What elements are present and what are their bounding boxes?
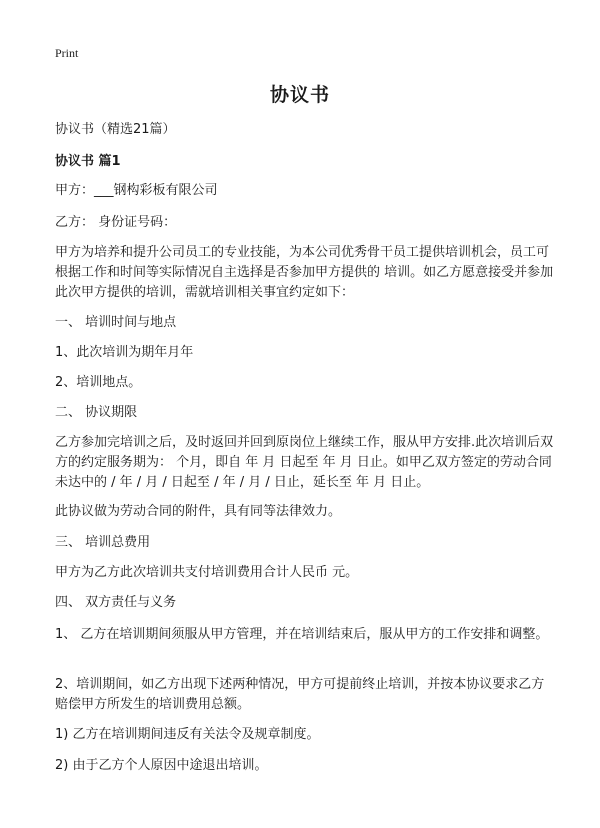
heading-training-time-place: 一、 培训时间与地点 [55, 315, 177, 330]
clause-total-cost: 甲方为乙方此次培训共支付培训费用合计人民币 元。 [55, 565, 359, 580]
clause-early-termination: 2、培训期间，如乙方出现下述两种情况，甲方可提前终止培训，并按本协议要求乙方赔偿甲方所发生的培训费用总额。 [55, 677, 545, 712]
heading-total-cost: 三、 培训总费用 [55, 535, 151, 550]
intro-paragraph: 甲方为培养和提升公司员工的专业技能，为本公司优秀骨干员工提供培训机会，员工可根据工作和时间等实际情况自主选择是否参加甲方提供的 培训。如乙方愿意接受并参加此次甲方提供的培训，需就培训相关事宜约定如下： [55, 245, 554, 300]
heading-agreement-term: 二、 协议期限 [55, 405, 138, 420]
clause-training-period: 1、此次培训为期年月年 [55, 345, 194, 360]
clause-obey-management: 1、 乙方在培训期间须服从甲方管理，并在培训结束后，服从甲方的工作安排和调整。 [55, 627, 549, 642]
party-a-line: 甲方：___钢构彩板有限公司 [55, 183, 218, 198]
print-link[interactable]: Print [55, 46, 79, 60]
section-heading: 协议书 篇1 [55, 154, 121, 169]
heading-responsibilities: 四、 双方责任与义务 [55, 595, 177, 610]
document-subtitle: 协议书（精选21篇） [55, 122, 176, 137]
clause-violation: 1) 乙方在培训期间违反有关法令及规章制度。 [55, 727, 320, 742]
document-title: 协议书 [269, 84, 330, 106]
clause-training-location: 2、培训地点。 [55, 375, 142, 390]
party-b-line: 乙方： 身份证号码： [55, 215, 177, 230]
clause-withdrawal: 2) 由于乙方个人原因中途退出培训。 [55, 758, 268, 773]
clause-legal-effect: 此协议做为劳动合同的附件，具有同等法律效力。 [55, 504, 342, 519]
clause-service-period: 乙方参加完培训之后，及时返回并回到原岗位上继续工作，服从甲方安排.此次培训后双方的约定服务期为： 个月，即自 年 月 日起至 年 月 日止。如甲乙双方签定的劳动合同未达中的 / 年 / 月 / 日起至 / 年 / 月 / 日止，延长至 年 月 日止。 [55, 435, 554, 490]
